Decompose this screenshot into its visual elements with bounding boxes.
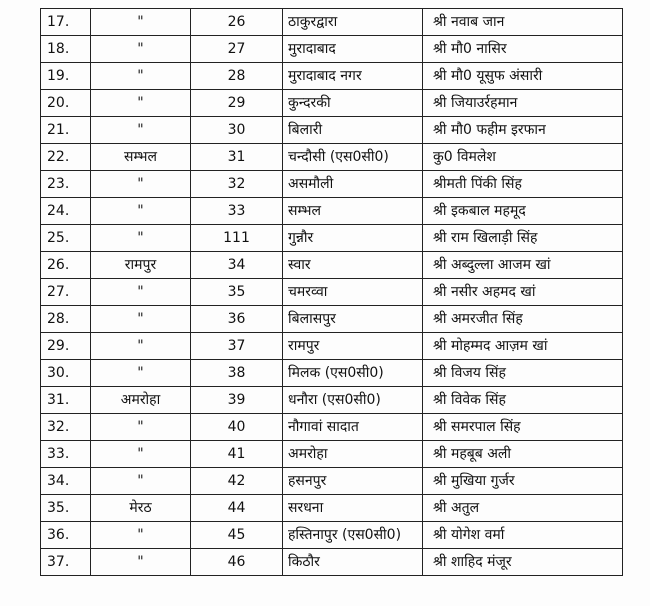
district-cell: ": [91, 90, 191, 117]
constituency-name-cell: हस्तिनापुर (एस0सी0): [283, 522, 423, 549]
candidate-name-cell: श्री मौ0 नासिर: [423, 36, 623, 63]
constituency-number-cell: 38: [191, 360, 283, 387]
serial-number-cell: 36.: [41, 522, 91, 549]
candidate-name-cell: श्री मौ0 यूसुफ अंसारी: [423, 63, 623, 90]
candidate-name-cell: श्री राम खिलाड़ी सिंह: [423, 225, 623, 252]
district-cell: सम्भल: [91, 144, 191, 171]
constituency-number-cell: 41: [191, 441, 283, 468]
table-row: [41, 63, 623, 90]
table-row: [41, 90, 623, 117]
constituency-number-cell: 34: [191, 252, 283, 279]
constituency-name-cell: हसनपुर: [283, 468, 423, 495]
table-row: [41, 414, 623, 441]
table-row: [41, 225, 623, 252]
constituency-number-cell: 111: [191, 225, 283, 252]
constituency-number-cell: 44: [191, 495, 283, 522]
serial-number-cell: 28.: [41, 306, 91, 333]
constituency-name-cell: मिलक (एस0सी0): [283, 360, 423, 387]
constituency-name-cell: बिलासपुर: [283, 306, 423, 333]
district-cell: ": [91, 198, 191, 225]
serial-number-cell: 20.: [41, 90, 91, 117]
constituency-name-cell: बिलारी: [283, 117, 423, 144]
constituency-number-cell: 37: [191, 333, 283, 360]
table-row: [41, 441, 623, 468]
district-cell: ": [91, 360, 191, 387]
table-row: [41, 549, 623, 576]
constituency-number-cell: 40: [191, 414, 283, 441]
table-row: [41, 522, 623, 549]
district-cell: ": [91, 441, 191, 468]
constituency-number-cell: 32: [191, 171, 283, 198]
constituency-name-cell: मुरादाबाद: [283, 36, 423, 63]
constituency-number-cell: 31: [191, 144, 283, 171]
candidate-name-cell: श्री मोहम्मद आज़म खां: [423, 333, 623, 360]
constituency-number-cell: 46: [191, 549, 283, 576]
constituency-name-cell: किठौर: [283, 549, 423, 576]
serial-number-cell: 33.: [41, 441, 91, 468]
constituency-name-cell: कुन्दरकी: [283, 90, 423, 117]
constituency-name-cell: अमरोहा: [283, 441, 423, 468]
serial-number-cell: 29.: [41, 333, 91, 360]
table-row: [41, 495, 623, 522]
serial-number-cell: 18.: [41, 36, 91, 63]
constituency-number-cell: 39: [191, 387, 283, 414]
district-cell: ": [91, 63, 191, 90]
district-cell: मेरठ: [91, 495, 191, 522]
serial-number-cell: 19.: [41, 63, 91, 90]
district-cell: रामपुर: [91, 252, 191, 279]
constituency-number-cell: 27: [191, 36, 283, 63]
table-row: [41, 9, 623, 36]
serial-number-cell: 22.: [41, 144, 91, 171]
serial-number-cell: 30.: [41, 360, 91, 387]
table-row: [41, 387, 623, 414]
candidate-name-cell: श्री नसीर अहमद खां: [423, 279, 623, 306]
serial-number-cell: 25.: [41, 225, 91, 252]
constituency-number-cell: 42: [191, 468, 283, 495]
table-row: [41, 117, 623, 144]
district-cell: ": [91, 522, 191, 549]
constituency-name-cell: गुन्नौर: [283, 225, 423, 252]
table-row: [41, 468, 623, 495]
table-row: [41, 333, 623, 360]
district-cell: ": [91, 36, 191, 63]
constituency-name-cell: मुरादाबाद नगर: [283, 63, 423, 90]
candidate-name-cell: श्री महबूब अली: [423, 441, 623, 468]
constituency-number-cell: 36: [191, 306, 283, 333]
serial-number-cell: 32.: [41, 414, 91, 441]
constituency-name-cell: रामपुर: [283, 333, 423, 360]
table-row: [41, 144, 623, 171]
serial-number-cell: 27.: [41, 279, 91, 306]
serial-number-cell: 34.: [41, 468, 91, 495]
candidate-name-cell: श्री योगेश वर्मा: [423, 522, 623, 549]
table-row: [41, 306, 623, 333]
candidate-name-cell: श्री शाहिद मंजूर: [423, 549, 623, 576]
serial-number-cell: 35.: [41, 495, 91, 522]
candidate-name-cell: श्री मौ0 फहीम इरफान: [423, 117, 623, 144]
district-cell: ": [91, 414, 191, 441]
constituency-name-cell: चमरव्वा: [283, 279, 423, 306]
district-cell: ": [91, 549, 191, 576]
constituency-name-cell: सरधना: [283, 495, 423, 522]
serial-number-cell: 37.: [41, 549, 91, 576]
district-cell: ": [91, 468, 191, 495]
candidate-name-cell: श्री अमरजीत सिंह: [423, 306, 623, 333]
serial-number-cell: 24.: [41, 198, 91, 225]
constituency-name-cell: स्वार: [283, 252, 423, 279]
district-cell: अमरोहा: [91, 387, 191, 414]
constituency-number-cell: 29: [191, 90, 283, 117]
constituency-name-cell: ठाकुरद्वारा: [283, 9, 423, 36]
constituency-number-cell: 26: [191, 9, 283, 36]
constituency-number-cell: 28: [191, 63, 283, 90]
constituency-name-cell: धनौरा (एस0सी0): [283, 387, 423, 414]
table-row: [41, 360, 623, 387]
district-cell: ": [91, 306, 191, 333]
candidate-name-cell: श्री अतुल: [423, 495, 623, 522]
candidate-name-cell: श्री मुखिया गुर्जर: [423, 468, 623, 495]
constituency-number-cell: 35: [191, 279, 283, 306]
table-row: [41, 198, 623, 225]
constituency-name-cell: चन्दौसी (एस0सी0): [283, 144, 423, 171]
table-row: [41, 171, 623, 198]
serial-number-cell: 23.: [41, 171, 91, 198]
constituency-number-cell: 30: [191, 117, 283, 144]
constituency-number-cell: 45: [191, 522, 283, 549]
serial-number-cell: 26.: [41, 252, 91, 279]
table-row: [41, 36, 623, 63]
district-cell: ": [91, 117, 191, 144]
candidate-name-cell: श्री इकबाल महमूद: [423, 198, 623, 225]
candidate-name-cell: श्री जियाउर्रहमान: [423, 90, 623, 117]
candidate-table-body: [41, 9, 623, 576]
serial-number-cell: 17.: [41, 9, 91, 36]
district-cell: ": [91, 9, 191, 36]
candidate-name-cell: कु0 विमलेश: [423, 144, 623, 171]
constituency-name-cell: नौगावां सादात: [283, 414, 423, 441]
table-row: [41, 279, 623, 306]
district-cell: ": [91, 171, 191, 198]
constituency-name-cell: असमौली: [283, 171, 423, 198]
candidate-name-cell: श्री विजय सिंह: [423, 360, 623, 387]
candidate-table: [40, 8, 623, 576]
constituency-number-cell: 33: [191, 198, 283, 225]
candidate-name-cell: श्री समरपाल सिंह: [423, 414, 623, 441]
candidate-name-cell: श्रीमती पिंकी सिंह: [423, 171, 623, 198]
table-row: [41, 252, 623, 279]
serial-number-cell: 21.: [41, 117, 91, 144]
candidate-name-cell: श्री नवाब जान: [423, 9, 623, 36]
district-cell: ": [91, 225, 191, 252]
candidate-name-cell: श्री विवेक सिंह: [423, 387, 623, 414]
district-cell: ": [91, 333, 191, 360]
serial-number-cell: 31.: [41, 387, 91, 414]
candidate-name-cell: श्री अब्दुल्ला आजम खां: [423, 252, 623, 279]
district-cell: ": [91, 279, 191, 306]
constituency-name-cell: सम्भल: [283, 198, 423, 225]
